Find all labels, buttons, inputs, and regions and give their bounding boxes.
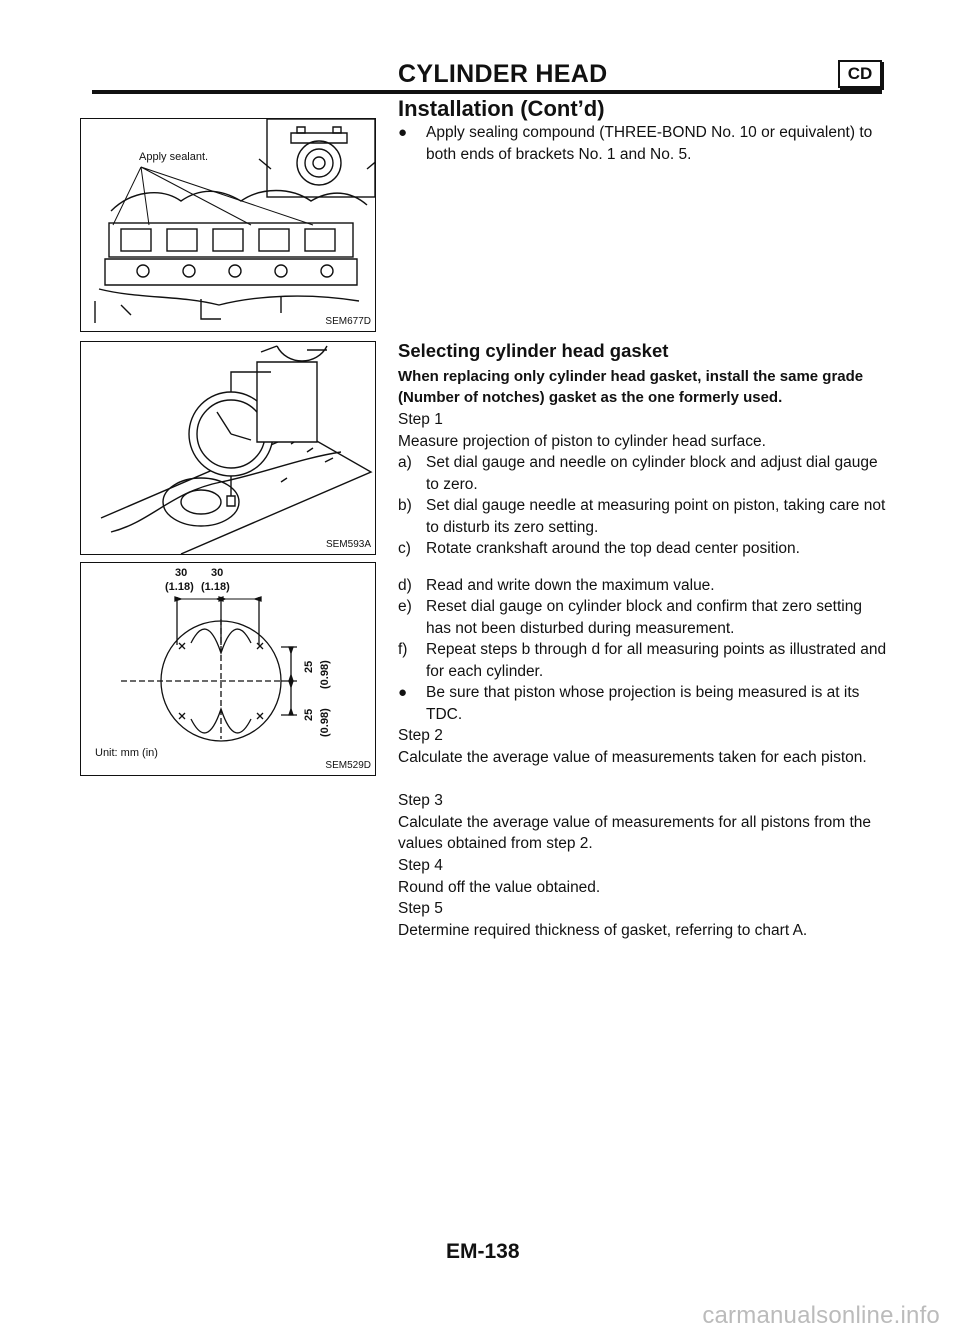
gasket-grade-note: When replacing only cylinder head gasket, install the same grade (Number of notches) gasket as the one formerly used. xyxy=(398,368,864,406)
item-text: Set dial gauge needle at measuring point on piston, taking care not to disturb its zero setting. xyxy=(426,497,886,536)
step-1 xyxy=(398,409,888,452)
step-4 xyxy=(398,855,888,898)
step-2 xyxy=(398,725,888,768)
section-heading-selecting-gasket: Selecting cylinder head gasket xyxy=(398,340,669,361)
item-text: Reset dial gauge on cylinder block and confirm that zero setting has not been disturbed during measurement. xyxy=(426,598,862,637)
dim-label-inch-left: (1.18) xyxy=(165,581,194,593)
bullet-marker: ● xyxy=(398,124,408,141)
step-text: Calculate the average value of measurements taken for each piston. xyxy=(398,748,867,766)
item-marker: a) xyxy=(398,454,412,471)
page-number: EM-138 xyxy=(446,1240,520,1263)
step-text: Measure projection of piston to cylinder head surface. xyxy=(398,432,766,450)
item-marker: f) xyxy=(398,641,408,658)
step-3 xyxy=(398,790,888,855)
figure-dial-gauge xyxy=(80,341,376,555)
step-item-e xyxy=(398,596,888,639)
item-marker: b) xyxy=(398,497,412,514)
step-label: Step 1 xyxy=(398,411,443,428)
figure-code: SEM529D xyxy=(325,760,371,771)
step-item-f xyxy=(398,639,888,682)
dim-label-inch-top: (0.98) xyxy=(319,660,331,689)
step-text: Determine required thickness of gasket, referring to chart A. xyxy=(398,921,808,939)
item-marker: d) xyxy=(398,577,412,594)
item-text: Rotate crankshaft around the top dead center position. xyxy=(426,540,800,557)
item-marker: e) xyxy=(398,598,412,615)
item-text: Read and write down the maximum value. xyxy=(426,577,715,594)
step-label: Step 4 xyxy=(398,857,443,874)
item-marker: c) xyxy=(398,540,411,557)
camshaft-bracket-illustration xyxy=(81,119,375,331)
dial-gauge-illustration xyxy=(81,342,375,554)
figure-label-apply-sealant: Apply sealant. xyxy=(139,151,209,163)
item-text: Repeat steps b through d for all measuring points as illustrated and for each cylinder. xyxy=(426,641,887,680)
figure-code: SEM677D xyxy=(325,316,371,327)
install-bullet xyxy=(398,122,888,165)
header-rule xyxy=(92,90,882,94)
figure-apply-sealant xyxy=(80,118,376,332)
bullet-marker: ● xyxy=(398,684,408,701)
step-item-a xyxy=(398,452,888,495)
dim-label-30-right: 30 xyxy=(211,567,224,579)
dim-label-25-top: 25 xyxy=(303,660,315,673)
dim-label-inch-bottom: (0.98) xyxy=(319,708,331,737)
step-item-b xyxy=(398,495,888,538)
section-heading-installation: Installation (Cont’d) xyxy=(398,96,605,121)
unit-label: Unit: mm (in) xyxy=(95,747,158,759)
step-5 xyxy=(398,898,888,941)
section-badge: CD xyxy=(838,60,882,88)
dim-label-30-left: 30 xyxy=(175,567,188,579)
step-label: Step 2 xyxy=(398,727,443,744)
page-title: CYLINDER HEAD xyxy=(398,60,608,88)
bullet-text: Apply sealing compound (THREE-BOND No. 10 or equivalent) to both ends of brackets No. 1 and No. 5. xyxy=(426,124,873,163)
step-label: Step 3 xyxy=(398,792,443,809)
step-label: Step 5 xyxy=(398,900,443,917)
step-text: Calculate the average value of measurements for all pistons from the values obtained from step 2. xyxy=(398,813,871,852)
bullet-text: Be sure that piston whose projection is being measured is at its TDC. xyxy=(426,684,860,723)
tdc-bullet xyxy=(398,682,888,725)
dim-label-25-bottom: 25 xyxy=(303,708,315,721)
figure-measuring-points xyxy=(80,562,376,776)
step-text: Round off the value obtained. xyxy=(398,878,601,896)
step-item-d xyxy=(398,575,888,597)
item-text: Set dial gauge and needle on cylinder block and adjust dial gauge to zero. xyxy=(426,454,878,493)
watermark: carmanualsonline.info xyxy=(702,1302,940,1329)
dim-label-inch-right: (1.18) xyxy=(201,581,230,593)
step-item-c xyxy=(398,538,888,560)
figure-code: SEM593A xyxy=(325,539,371,550)
